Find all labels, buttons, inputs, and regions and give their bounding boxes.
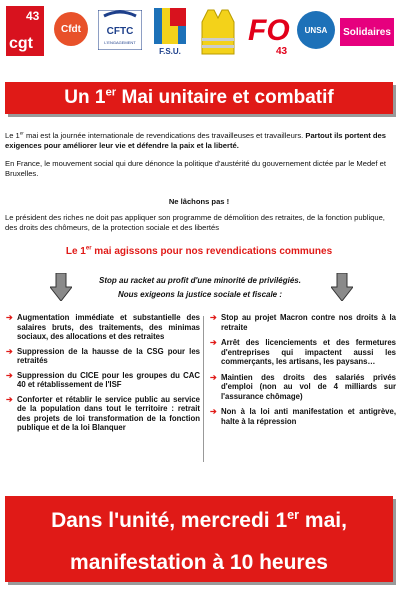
- title-banner: [5, 82, 393, 114]
- section-subheading: [5, 246, 393, 257]
- cfdt-logo: [54, 12, 88, 46]
- solidaires-logo: [340, 18, 394, 46]
- event-date-sup: er: [287, 508, 300, 522]
- fo-logo: [246, 6, 292, 58]
- subheading-suffix: mai agissons pour nos revendications communes: [91, 246, 333, 257]
- p1-start: Le 1: [5, 131, 20, 140]
- union-logos-row: [6, 4, 396, 58]
- title-prefix: Un 1: [64, 87, 106, 108]
- slogan-line-2: Nous exigeons la justice sociale et fiscale :: [117, 290, 283, 299]
- list-item: [210, 313, 396, 332]
- event-date-line: [5, 506, 393, 536]
- p1-sup: er: [19, 130, 24, 136]
- arrow-bullet-icon: ➔: [210, 372, 217, 382]
- demand-text: Non à la loi anti manifestation et antigrève, halte à la répression: [221, 407, 396, 426]
- demands-right-column: [210, 313, 396, 432]
- demand-text: Augmentation immédiate et substantielle des salaires bruts, des traitements, des minimas sociaux, des allocations et des retraites: [17, 313, 200, 341]
- rallying-cry: Ne lâchons pas !: [168, 197, 230, 206]
- intro-paragraph-1: [5, 131, 393, 150]
- cfdt-text: Cfdt: [61, 23, 81, 35]
- arrow-bullet-icon: ➔: [6, 346, 13, 356]
- cgt-text: cgt: [9, 35, 33, 52]
- list-item: [210, 407, 396, 426]
- unsa-text: UNSA: [304, 26, 328, 35]
- subheading-prefix: Le 1: [65, 246, 86, 257]
- arrow-bullet-icon: ➔: [210, 338, 217, 347]
- column-divider: [203, 316, 204, 462]
- intro-paragraph-2: En France, le mouvement social qui dure dénonce la politique d'austérité du gouvernement dictée par le Medef et Bruxelles.: [5, 159, 386, 178]
- arrow-bullet-icon: ➔: [210, 313, 217, 322]
- list-item: [6, 313, 200, 342]
- arrow-bullet-icon: ➔: [6, 370, 13, 380]
- intro-paragraph-3: Le président des riches ne doit pas appliquer son programme de démolition des retraites, de la fonction publique, des droits des chômeurs, de la protection sociale et des libertés: [5, 213, 385, 232]
- fo-number: 43: [276, 46, 288, 57]
- demand-text: Arrêt des licenciements et des fermetures d'entreprises qui impactent aussi les commerçants, les artisans, les paysans…: [221, 338, 396, 366]
- cftc-logo: [98, 10, 142, 50]
- demands-left-column: [6, 313, 200, 438]
- p1-bold: Partout ils portent des exigences pour améliorer leur vie et défendre la paix et la liberté.: [5, 131, 386, 150]
- down-arrow-icon: [331, 273, 353, 301]
- arrow-bullet-icon: ➔: [6, 313, 13, 322]
- demand-text: Conforter et rétablir le service public au service de la population dans tout le territoire : retrait des projets de loi transformation de la fonction publique et de la loi Blanquer: [17, 394, 200, 432]
- event-banner: [5, 496, 393, 582]
- cftc-tagline: L'ENGAGEMENT: [104, 40, 136, 45]
- title-suffix: Mai unitaire et combatif: [116, 87, 334, 108]
- down-arrow-icon: [50, 273, 72, 301]
- arrow-bullet-icon: ➔: [210, 407, 217, 416]
- event-date-suffix: mai,: [299, 509, 347, 532]
- list-item: [6, 371, 200, 390]
- fo-text: FO: [248, 14, 290, 47]
- subheading-sup: er: [85, 245, 92, 252]
- event-time-line: manifestation à 10 heures: [70, 551, 328, 574]
- fsu-text: F.S.U.: [159, 47, 181, 56]
- list-item: [6, 395, 200, 433]
- slogan-line-1: Stop au racket au profit d'une minorité de privilégiés.: [99, 276, 301, 285]
- demand-text: Suppression du CICE pour les groupes du CAC 40 et rétablissement de l'ISF: [17, 370, 200, 389]
- list-item: [210, 338, 396, 367]
- event-date-prefix: Dans l'unité, mercredi 1: [51, 509, 288, 532]
- list-item: [6, 347, 200, 366]
- demand-text: Suppression de la hausse de la CSG pour les retraités: [17, 346, 200, 365]
- unsa-logo: [296, 10, 336, 50]
- p1-body: mai est la journée internationale de revendications des travailleuses et travailleurs.: [23, 131, 304, 140]
- solidaires-text: Solidaires: [343, 26, 391, 38]
- demand-text: Maintien des droits des salariés privés d'emploi (non au vol de 4 milliards sur l'assurance chômage): [221, 372, 396, 401]
- fsu-logo: [148, 6, 192, 58]
- list-item: [210, 373, 396, 402]
- demand-text: Stop au projet Macron contre nos droits à la retraite: [221, 313, 396, 332]
- cgt-number: 43: [26, 9, 40, 23]
- title-sup: er: [105, 86, 117, 99]
- arrow-bullet-icon: ➔: [6, 394, 13, 404]
- yellow-vest-icon: [198, 8, 238, 56]
- cgt-logo: [6, 6, 44, 56]
- cftc-text: CFTC: [106, 26, 134, 37]
